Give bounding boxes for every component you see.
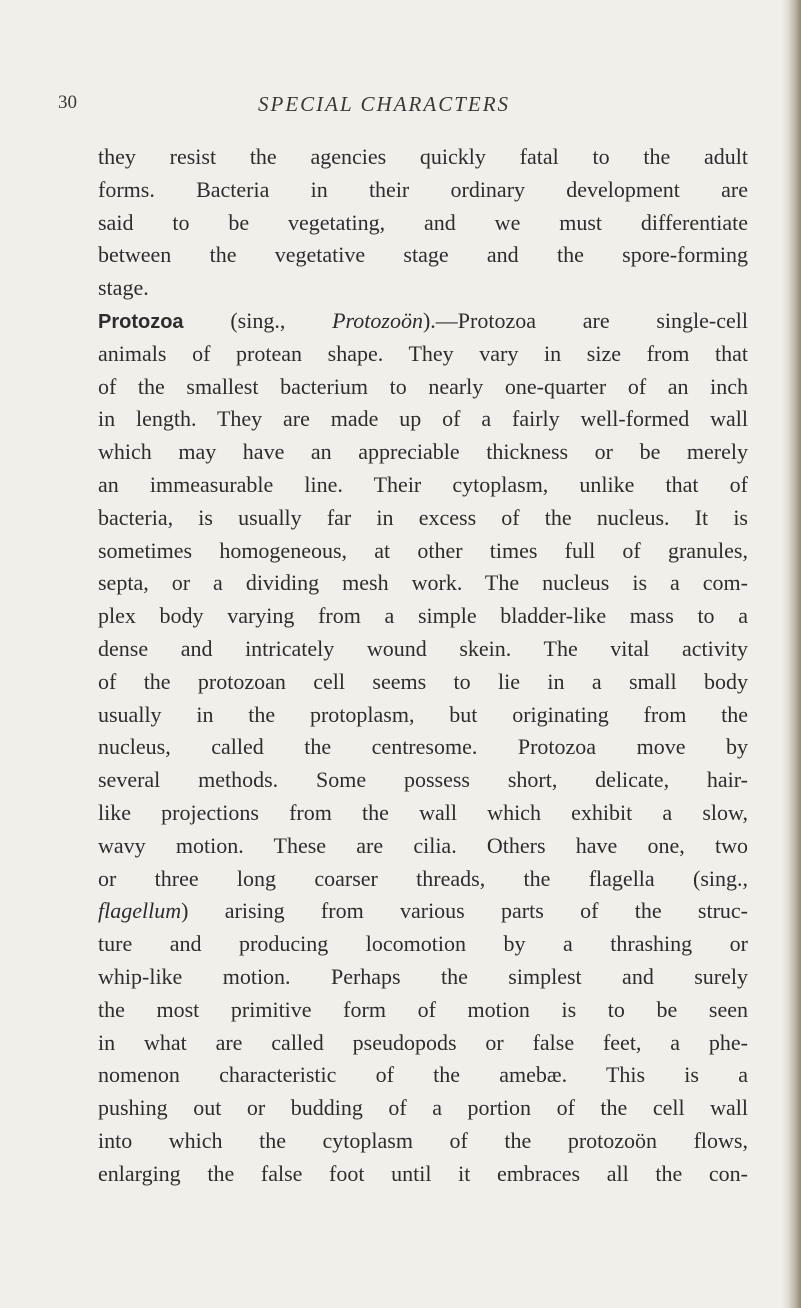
text-line: the most primitive form of motion is to be seen bbox=[98, 996, 748, 1022]
text-line: in length. They are made up of a fairly well-formed wall bbox=[98, 406, 748, 432]
text-line: an immeasurable line. Their cytoplasm, unlike that of bbox=[98, 471, 748, 497]
text-line: forms. Bacteria in their ordinary development are bbox=[98, 176, 748, 202]
text-fragment: ) arising from various parts of the struc- bbox=[181, 898, 748, 924]
text-line: wavy motion. These are cilia. Others have one, two bbox=[98, 832, 748, 858]
text-line: bacteria, is usually far in excess of the nucleus. It is bbox=[98, 504, 748, 530]
text-line: in what are called pseudopods or false feet, a phe- bbox=[98, 1029, 748, 1055]
text-fragment: ).—Protozoa are single-cell bbox=[422, 307, 748, 333]
term-protozoon: Protozoön bbox=[332, 307, 423, 333]
text-line: ture and producing locomotion by a thrashing or bbox=[98, 931, 748, 957]
text-line-flagellum bbox=[98, 895, 748, 928]
text-line: between the vegetative stage and the spore-forming bbox=[98, 242, 748, 268]
text-line: animals of protean shape. They vary in size from that bbox=[98, 340, 748, 366]
text-line: or three long coarser threads, the flagella (sing., bbox=[98, 865, 748, 891]
text-line: septa, or a dividing mesh work. The nucleus is a com- bbox=[98, 570, 748, 596]
text-line: nucleus, called the centresome. Protozoa move by bbox=[98, 734, 748, 760]
text-line: they resist the agencies quickly fatal to the adult bbox=[98, 144, 748, 169]
text-line: sometimes homogeneous, at other times full of granules, bbox=[98, 537, 748, 563]
text-line: plex body varying from a simple bladder-like mass to a bbox=[98, 603, 748, 629]
page-header bbox=[58, 92, 738, 122]
text-line: stage. bbox=[98, 275, 149, 301]
text-line: nomenon characteristic of the amebæ. This is a bbox=[98, 1062, 748, 1088]
text-line: into which the cytoplasm of the protozoön flows, bbox=[98, 1127, 748, 1153]
running-head: SPECIAL CHARACTERS bbox=[258, 92, 511, 116]
text-line: dense and intricately wound skein. The vital activity bbox=[98, 635, 748, 661]
text-line: said to be vegetating, and we must differentiate bbox=[98, 209, 748, 235]
page-edge bbox=[787, 0, 801, 1308]
term-flagellum: flagellum bbox=[98, 898, 182, 924]
text-line: enlarging the false foot until it embraces all the con- bbox=[98, 1160, 748, 1186]
text-line: several methods. Some possess short, delicate, hair- bbox=[98, 767, 748, 793]
term-protozoa: Protozoa bbox=[98, 310, 184, 333]
text-line: of the smallest bacterium to nearly one-quarter of an inch bbox=[98, 373, 748, 399]
page-number: 30 bbox=[58, 92, 77, 113]
text-fragment: (sing., bbox=[183, 307, 333, 333]
text-line: usually in the protoplasm, but originating from the bbox=[98, 701, 748, 727]
text-line: like projections from the wall which exhibit a slow, bbox=[98, 799, 748, 825]
text-line: which may have an appreciable thickness or be merely bbox=[98, 439, 748, 465]
text-line: pushing out or budding of a portion of the cell wall bbox=[98, 1095, 748, 1121]
text-line: whip-like motion. Perhaps the simplest and surely bbox=[98, 963, 748, 989]
text-line: of the protozoan cell seems to lie in a small body bbox=[98, 668, 748, 694]
body-text bbox=[98, 141, 748, 1191]
paragraph-start-protozoa bbox=[98, 305, 748, 338]
